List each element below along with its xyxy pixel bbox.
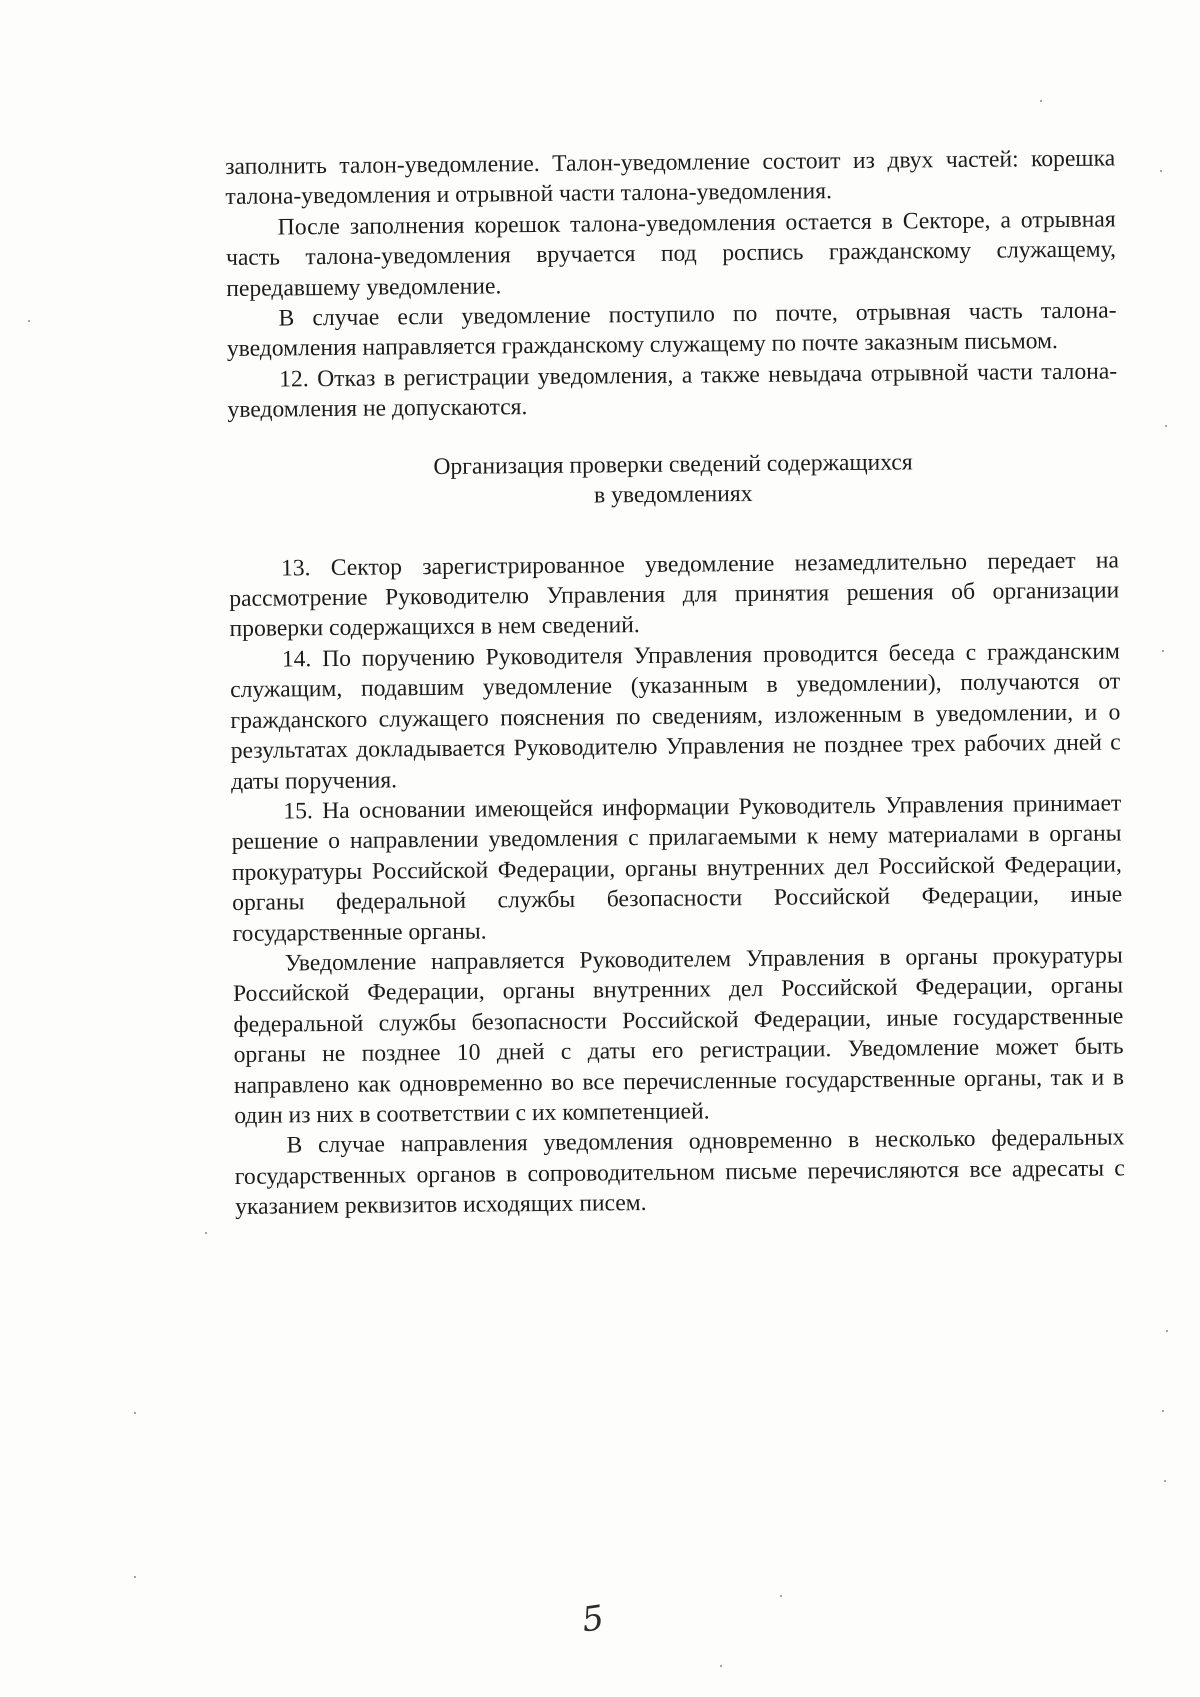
scan-speck <box>1166 1330 1168 1332</box>
paragraph-multiple-recipients: В случае направления уведомления одновременно в несколько федеральных государственных органов в сопроводительном письме перечисляются все адресаты с указанием реквизитов исходящих писем. <box>234 1124 1125 1221</box>
scan-speck <box>134 1412 136 1414</box>
page-number: 5 <box>579 1597 607 1641</box>
scan-speck <box>134 1576 136 1578</box>
section-title <box>228 445 1119 514</box>
scan-speck <box>28 320 30 322</box>
scan-speck <box>720 1665 722 1667</box>
paragraph-receipt-stub: После заполнения корешок талона-уведомления остается в Секторе, а отрывная часть талона-уведомления вручается под роспись гражданскому служащему, передавшему уведомление. <box>225 206 1117 302</box>
document-body <box>225 143 1125 1222</box>
section-title-line-1: Организация проверки сведений содержащихся <box>433 449 913 480</box>
scan-speck <box>205 1232 207 1234</box>
scan-speck <box>1160 170 1162 172</box>
scan-speck <box>1165 425 1167 427</box>
scan-speck <box>780 1595 782 1597</box>
paragraph-notification-sent: Уведомление направляется Руководителем Управления в органы прокуратуры Российской Федерации, органы внутренних дел Российской Федерации, органы федеральной службы безопасности Российской Федерации, иные государственные органы не позднее 10 дней с даты его регистрации. Уведомление может быть направлено как одновременно во все перечисленные государственные органы, так и в один из них в соответствии с их компетенцией. <box>232 942 1125 1129</box>
section-title-line-2: в уведомлениях <box>593 480 753 509</box>
scan-speck <box>1164 1480 1166 1482</box>
paragraph-12: 12. Отказ в регистрации уведомления, а также невыдача отрывной части талона-уведомления не допускаются. <box>227 358 1118 424</box>
paragraph-14: 14. По поручению Руководителя Управления проводится беседа с гражданским служащим, подавшим уведомление (указанным в уведомлении), получаются от гражданского служащего пояснения по сведениям, изложенным в уведомлении, и о результатах докладывается Руководителю Управления не позднее трех рабочих дней с даты поручения. <box>230 638 1121 795</box>
paragraph-13: 13. Сектор зарегистрированное уведомление незамедлительно передает на рассмотрение Руководителю Управления для принятия решения об организации проверки содержащихся в нем сведений. <box>229 547 1120 643</box>
paragraph-15: 15. На основании имеющейся информации Руководитель Управления принимает решение о направлении уведомления с прилагаемыми к нему материалами в органы прокуратуры Российской Федерации, органы внутренних дел Российской Федерации, органы федеральной службы безопасности Российской Федерации, иные государственные органы. <box>231 790 1123 947</box>
scan-speck <box>1040 100 1042 102</box>
paragraph-continuation: заполнить талон-уведомление. Талон-уведомление состоит из двух частей: корешка талона-уведомления и отрывной части талона-уведомления. <box>225 145 1116 211</box>
scan-speck <box>1162 650 1164 652</box>
paragraph-by-mail: В случае если уведомление поступило по почте, отрывная часть талона-уведомления направляется гражданскому служащему по почте заказным письмом. <box>226 297 1117 363</box>
scan-speck <box>1162 1410 1164 1412</box>
